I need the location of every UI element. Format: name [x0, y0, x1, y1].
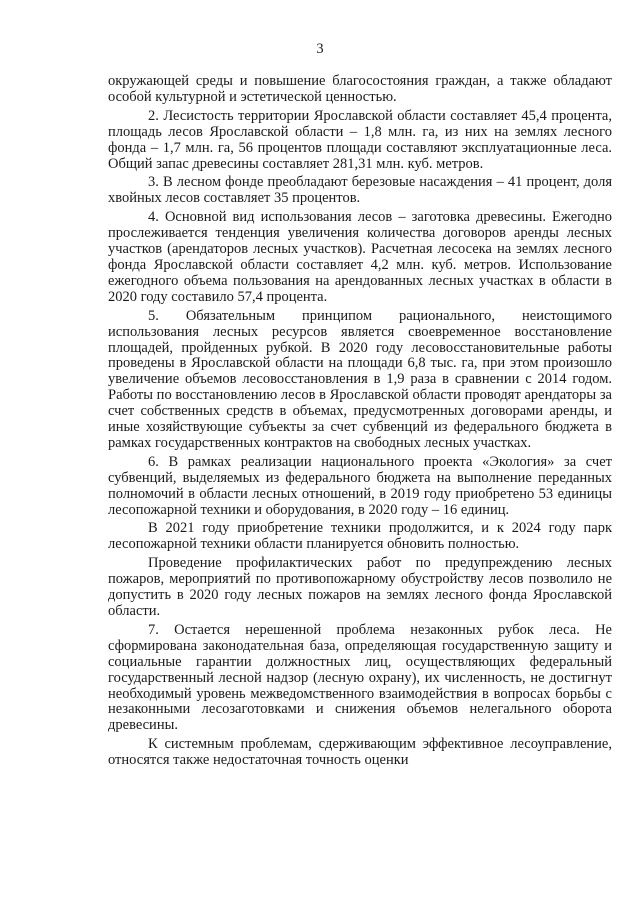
paragraph-illegal-logging: 7. Остается нерешенной проблема незаконных рубок леса. Не сформирована законодательная база, определяющая государственную защиту и социальные гарантии должностных лиц, осуществляющих федеральный государственный лесной надзор (лесную охрану), их численность, не достигнут необходимый уровень межведомственного взаимодействия в вопросах борьбы с незаконными лесозаготовками и снижения объемов нелегального оборота древесины. — [108, 621, 612, 734]
paragraph-equipment-2021: В 2021 году приобретение техники продолжится, и к 2024 году парк лесопожарной техники области планируется обновить полностью. — [108, 520, 612, 553]
paragraph-environment-continuation: окружающей среды и повышение благосостояния граждан, а также обладают особой культурной и эстетической ценностью. — [108, 73, 612, 105]
paragraph-birch-stands: 3. В лесном фонде преобладают березовые насаждения – 41 процент, доля хвойных лесов составляет 35 процентов. — [108, 174, 612, 207]
paragraph-systemic-problems: К системным проблемам, сдерживающим эффективное лесоуправление, относятся также недостаточная точность оценки — [108, 736, 612, 769]
paragraph-fire-prevention: Проведение профилактических работ по предупреждению лесных пожаров, мероприятий по противопожарному обустройству лесов позволило не допустить в 2020 году лесных пожаров на землях лесного фонда Ярославской области. — [108, 555, 612, 619]
paragraph-forest-cover: 2. Лесистость территории Ярославской области составляет 45,4 процента, площадь лесов Ярославской области – 1,8 млн. га, из них на землях лесного фонда – 1,7 млн. га, 56 процентов площади составляют эксплуатационные леса. Общий запас древесины составляет 281,31 млн. куб. метров. — [108, 107, 612, 172]
paragraph-timber-harvesting: 4. Основной вид использования лесов – заготовка древесины. Ежегодно прослеживается тенденция увеличения количества договоров аренды лесных участков (арендаторов лесных участков). Расчетная лесосека на землях лесного фонда Ярославской области составляет 4,2 млн. куб. метров. Использование ежегодного объема пользования на арендованных лесных участках в области в 2020 году составило 57,4 процента. — [108, 209, 612, 305]
paragraph-ecology-project: 6. В рамках реализации национального проекта «Экология» за счет субвенций, выделяемых из федерального бюджета на выполнение переданных полномочий в области лесных отношений, в 2019 году приобретено 53 единицы лесопожарной техники и оборудования, в 2020 году – 16 единиц. — [108, 453, 612, 518]
document-body — [108, 74, 612, 772]
page-number: 3 — [316, 41, 324, 57]
paragraph-reforestation: 5. Обязательным принципом рационального, неистощимого использования лесных ресурсов является своевременное восстановление площадей, пройденных рубкой. В 2020 году лесовосстановительные работы проведены в Ярославской области на площади 6,8 тыс. га, при этом произошло увеличение объемов лесовосстановления в 1,9 раза в сравнении с 2014 годом. Работы по восстановлению лесов в Ярославской области проводят арендаторы за счет собственных средств в объемах, предусмотренных договорами аренды, и иные хозяйствующие субъекты за счет субвенций из федерального бюджета в рамках государственных контрактов на свободных лесных участках. — [108, 307, 612, 451]
